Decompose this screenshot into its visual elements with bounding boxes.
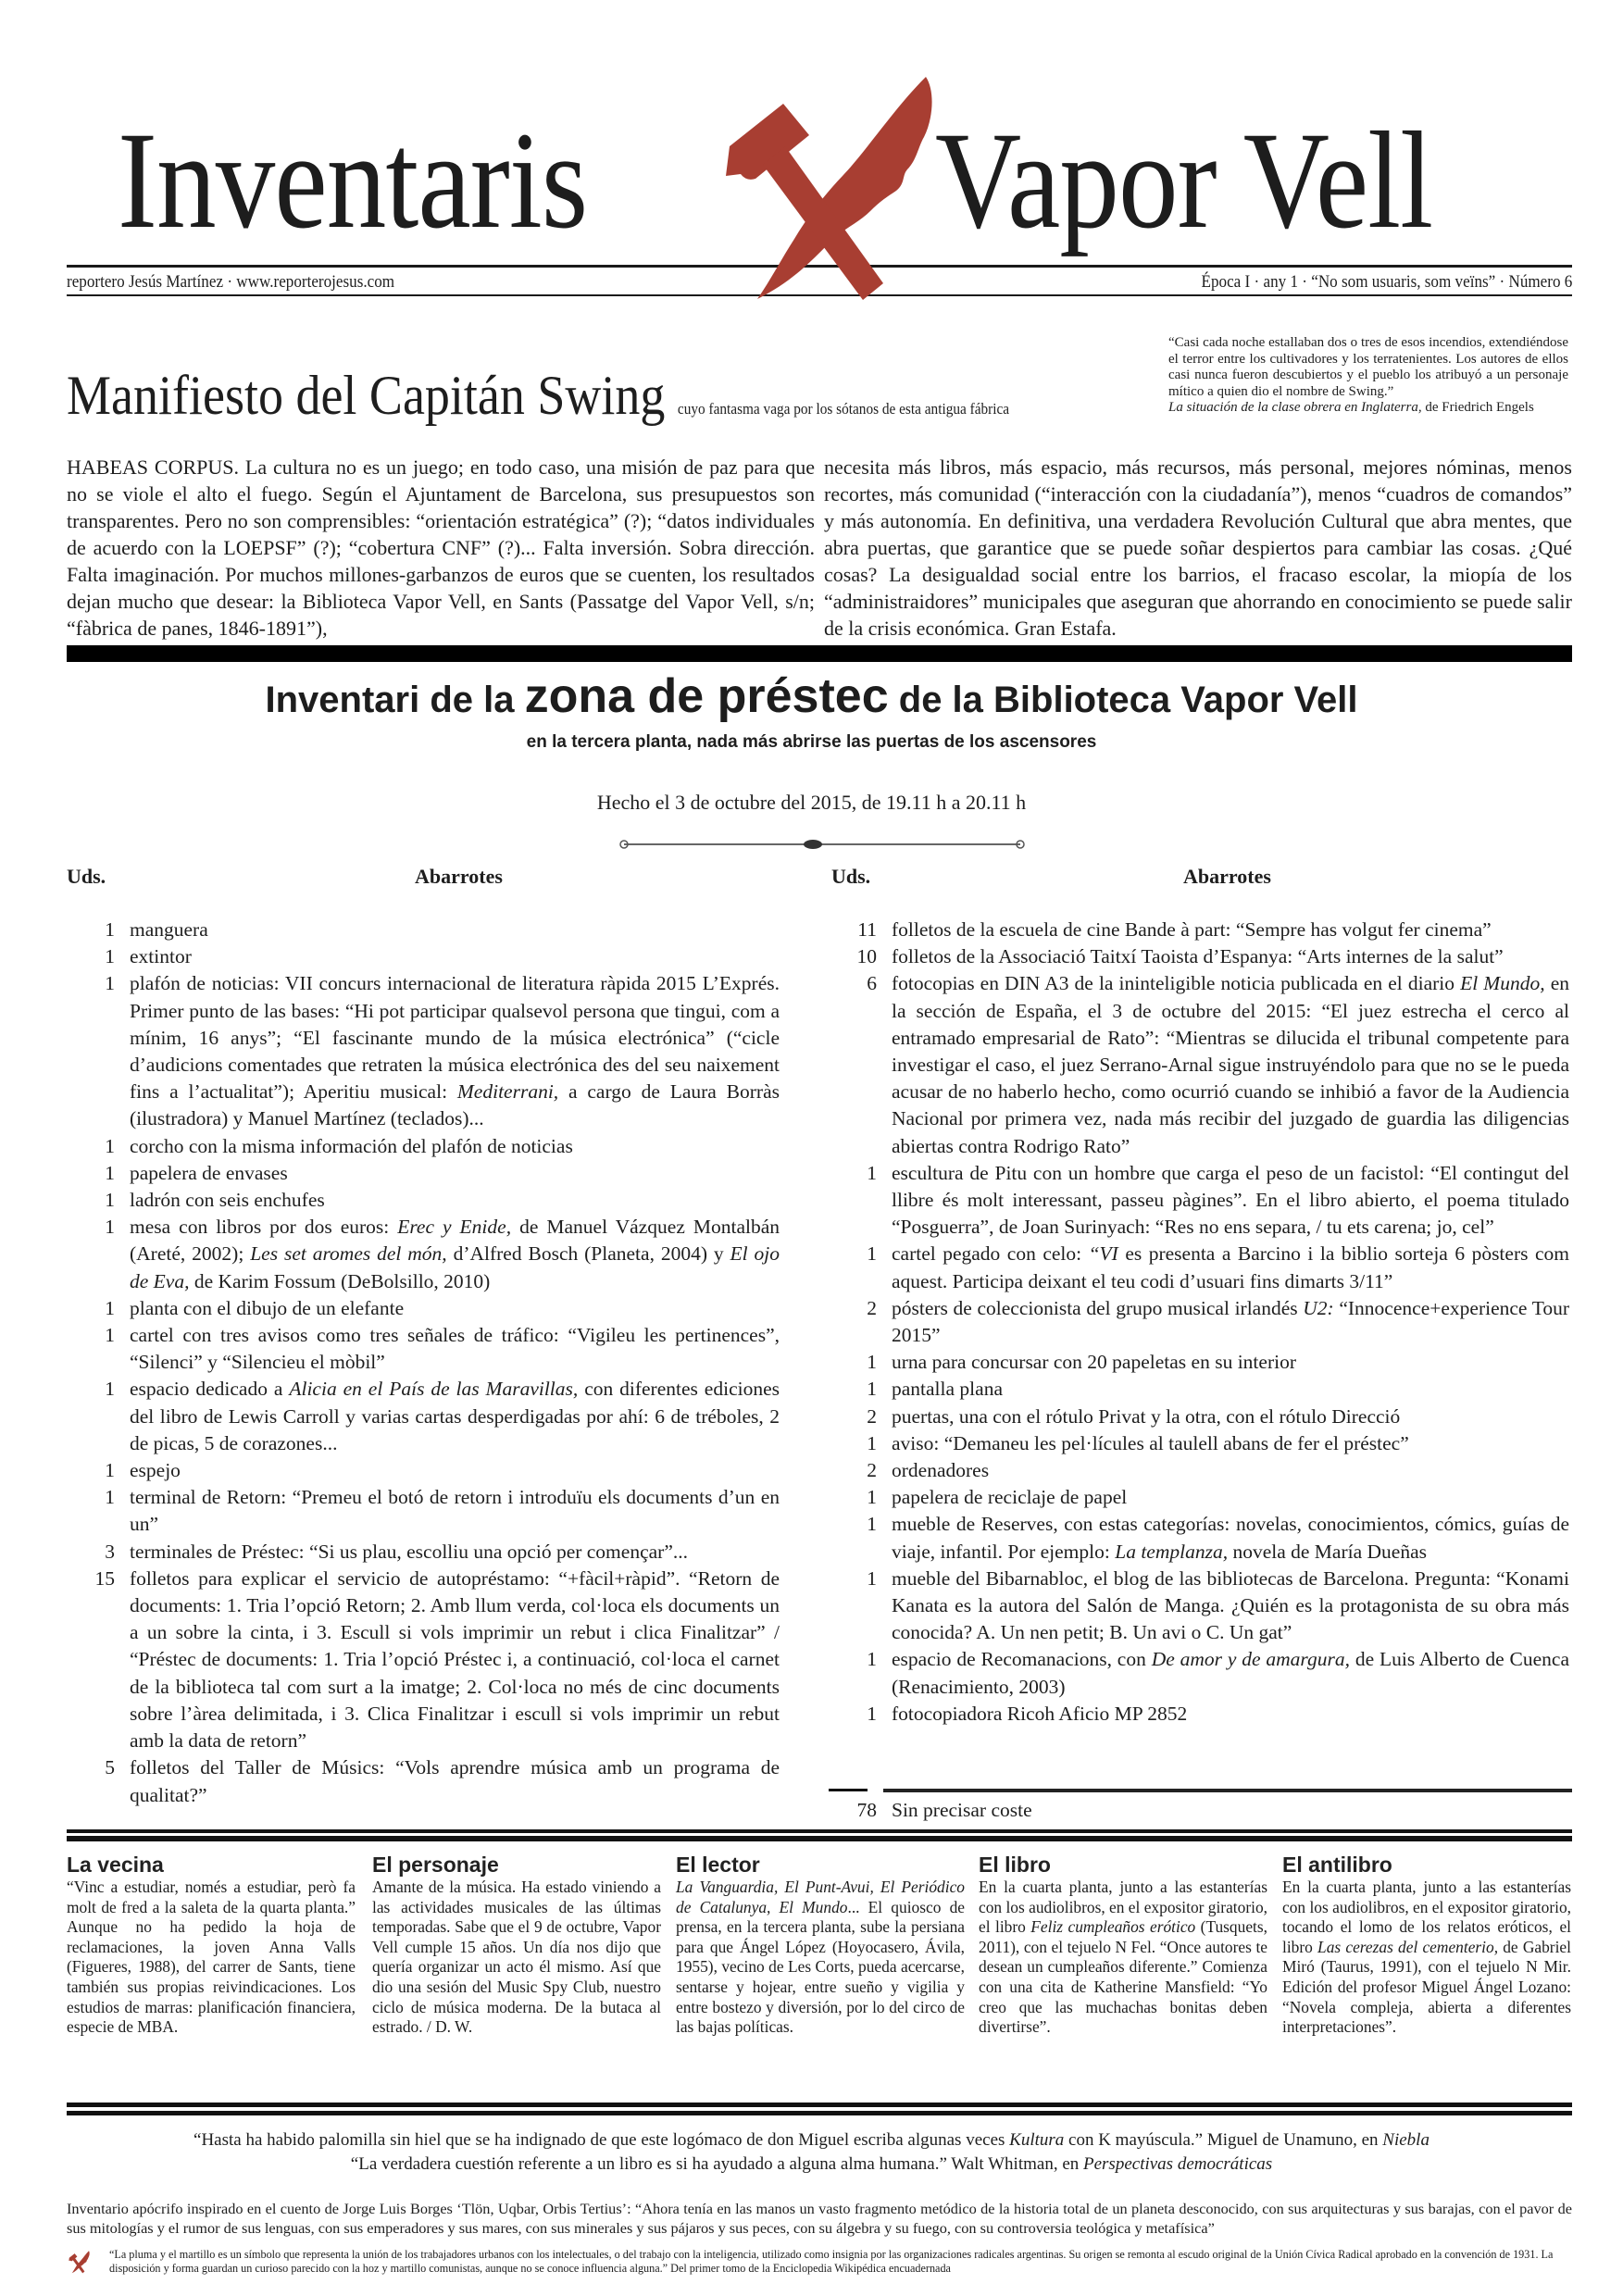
item-quantity: 6 — [867, 972, 877, 995]
inventory-row — [829, 1376, 1569, 1403]
section-la-vecina — [67, 1852, 356, 2038]
item-description: terminal de Retorn: “Premeu el botó de retorn i introduïu els documents d’un en un” — [130, 1486, 780, 1536]
masthead-issue-info: Época I · any 1 · “No som usuaris, som veïns” · Número 6 — [1201, 272, 1572, 292]
unamuno-quote: “Hasta ha habido palomilla sin hiel que se ha indignado de que este logómaco de don Miguel escriba algunas veces Kultura con K mayúscula.” Miguel de Unamuno, en Niebla — [194, 2130, 1429, 2150]
manifesto-column-1: HABEAS CORPUS. La cultura no es un juego; en todo caso, una misión de paz para que no se viole el alto el fuego. Según el Ajuntament de Barcelona, sus presupuestos son transparentes. Pero no son comprensibles: “orientación estratégica” (?); “datos individuales de acuerdo con la LOEPSF” (?); “cobertura CNF” (?)... Falta inversión. Sobra dirección. Falta imaginación. Por muchos millones-garbanzos de euros que se cuenten, los resultados dejan mucho que desear: la Biblioteca Vapor Vell, en Sants (Passatge del Vapor Vell, s/n; “fàbrica de panes, 1846-1891”), — [67, 455, 815, 640]
manifesto-title: Manifiesto del Capitán Swing — [67, 365, 666, 426]
inventory-row — [829, 1484, 1569, 1511]
inventory-row — [67, 1295, 780, 1322]
inventory-row — [67, 1187, 780, 1214]
double-rule-bottom — [67, 1836, 1572, 1841]
inventory-row — [829, 970, 1569, 1159]
item-description: espacio de Recomanacions, con De amor y de amargura, de Luis Alberto de Cuenca (Renacimiento, 2003) — [892, 1648, 1569, 1698]
item-quantity: 1 — [105, 1296, 115, 1319]
inventory-subtitle: en la tercera planta, nada más abrirse las puertas de los ascensores — [526, 732, 1097, 752]
section-title: El personaje — [372, 1853, 499, 1877]
inventory-row — [67, 1160, 780, 1187]
item-description: aviso: “Demaneu les pel·lícules al taulell abans de fer el préstec” — [892, 1431, 1409, 1454]
item-description: plafón de noticias: VII concurs internacional de literatura ràpida 2015 L’Exprés. Primer punto de las bases: “Hi pot participar qualsevol persona que tingui, com a mínim, 16 anys”; “El fascinante mundo de la música electrónica” (“cicle d’audicions comentades que retraten la música electrónica des del seu naixement fins a l’actualitat”); Aperitiu musical: Mediterrani, a cargo de Laura Borràs (ilustradora) y Manuel Martínez (teclados)... — [130, 972, 780, 1130]
inventory-row — [67, 943, 780, 970]
item-quantity: 1 — [105, 945, 115, 968]
section-el-personaje — [372, 1852, 661, 2038]
inventory-row — [67, 1754, 780, 1808]
section-el-libro — [979, 1852, 1267, 2038]
item-description: folletos de la Associació Taitxí Taoista d’Espanya: “Arts internes de la salut” — [892, 945, 1504, 968]
section-body: En la cuarta planta, junto a las estanterías con los audiolibros, en el expositor giratorio, el libro Feliz cumpleaños erótico (Tusquets, 2011), con el tejuelo N Fel. “Once autores te desean un cumpleaños diferente.” Comienza con una cita de Katherine Mansfield: “Yo creo que las muchachas bonitas deben divertirse”. — [979, 1878, 1268, 2037]
item-quantity: 1 — [867, 1378, 877, 1401]
item-description: pantalla plana — [892, 1378, 1003, 1401]
item-quantity: 1 — [867, 1513, 877, 1536]
section-body: “Vinc a estudiar, només a estudiar, però fa molt de fred a la saleta de la quarta planta.” Aunque no ha pedido la hoja de reclamaciones, la joven Anna Valls (Figueres, 1988), del carrer de Sants, tiene también sus propias reivindicaciones. Los estudios de marras: planificación financiera, especie de MBA. — [67, 1878, 356, 2037]
inventory-row — [67, 1566, 780, 1754]
item-quantity: 1 — [105, 918, 115, 941]
manifesto-heading — [67, 363, 1009, 442]
item-description: folletos para explicar el servicio de autopréstamo: “+fàcil+ràpid”. “Retorn de documents: 1. Tria l’opció Retorn; 2. Amb llum verda, col·loca els documents un a un sobre la cinta, i 3. Escull si vols imprimir un rebut i clica Finalitzar” / “Préstec de documents: 1. Tria l’opció Préstec i, a continuació, col·loca el carnet de la biblioteca tal com surt a la imatge; 2. Col·loca no més de cinc documents sobre l’àrea delimitada, i 3. Clica Finalitzar i escull si vols imprimir un rebut amb la data de retorn” — [130, 1566, 780, 1753]
item-description: fotocopias en DIN A3 de la ininteligible noticia publicada en el diario El Mundo, en la sección de España, el 3 de octubre del 2015: “El juez estrecha el cerco al entramado empresarial de Rato”: “Mientras se dilucida el tribunal competente para investigar el caso, el juez Serrano-Arnal sigue instruyéndolo para que no se le pueda acusar de no haberlo hecho, como ocurrió cuando se inhibió a favor de la Audiencia Nacional por primera vez, nada más recibir del juzgado de guardia las diligencias abiertas contra Rodrigo Rato” — [892, 972, 1569, 1157]
item-quantity: 1 — [867, 1566, 877, 1590]
footer-rule-bottom — [67, 2111, 1572, 2115]
item-quantity: 1 — [105, 1486, 115, 1509]
inventory-row — [67, 970, 780, 1132]
ornamental-divider-icon — [618, 833, 1026, 855]
total-rule-qty — [829, 1789, 868, 1791]
item-quantity: 1 — [105, 1189, 115, 1212]
footer-rule-top — [67, 2103, 1572, 2107]
masthead-title-left: Inventaris — [118, 104, 588, 257]
inventory-date: Hecho el 3 de octubre del 2015, de 19.11 h a 20.11 h — [596, 791, 1027, 814]
section-el-lector — [676, 1852, 965, 2038]
item-quantity: 3 — [105, 1540, 115, 1563]
section-el-antilibro — [1282, 1852, 1571, 2038]
inventory-title-part-3: de la Biblioteca Vapor Vell — [888, 680, 1358, 720]
item-description: mueble del Bibarnabloc, el blog de las bibliotecas de Barcelona. Pregunta: “Konami Kanata es la autora del Salón de Manga. ¿Quién es la protagonista de su obra más conocida? A. Un nen petit; B. Un avi o C. Un gat” — [892, 1566, 1569, 1644]
item-description: cartel con tres avisos como tres señales de tráfico: “Vigileu les pertinences”, “Silenci” y “Silencieu el mòbil” — [130, 1324, 780, 1374]
inventory-row — [67, 917, 780, 943]
item-description: planta con el dibujo de un elefante — [130, 1296, 405, 1319]
inventory-row — [829, 917, 1569, 943]
epigraph-source-author: de Friedrich Engels — [1421, 400, 1534, 415]
item-description: extintor — [130, 945, 192, 968]
inventory-row — [67, 1133, 780, 1160]
whitman-quote: “La verdadera cuestión referente a un libro es si ha ayudado a alguna alma humana.” Walt Whitman, en Perspectivas democráticas — [350, 2154, 1273, 2174]
inventory-row — [67, 1539, 780, 1566]
item-quantity: 15 — [94, 1566, 115, 1590]
section-body: La Vanguardia, El Punt-Avui, El Periódico de Catalunya, El Mundo... El quiosco de prensa, en la tercera planta, sube la persiana para que Ángel López (Hoyocasero, Ávila, 1955), vecino de Les Corts, pueda acercarse, sentarse y hojear, entre sueño y vigilia y entre bostezo y diversión, por lo del circo de las bajas políticas. — [676, 1878, 965, 2037]
epigraph-source-title: La situación de la clase obrera en Inglaterra, — [1168, 400, 1422, 415]
inventory-row — [829, 1349, 1569, 1376]
item-description: papelera de envases — [130, 1161, 288, 1184]
inventory-row — [67, 1484, 780, 1538]
total-rule-item — [883, 1789, 1572, 1792]
inventory-row — [829, 1646, 1569, 1700]
inventory-row — [67, 1457, 780, 1484]
item-quantity: 1 — [105, 1324, 115, 1347]
item-description: manguera — [130, 918, 208, 941]
masthead-byline: reportero Jesús Martínez · www.reporterojesus.com — [67, 272, 395, 292]
section-title: El libro — [979, 1853, 1051, 1877]
item-description: ladrón con seis enchufes — [130, 1189, 325, 1212]
inventory-list-right — [829, 917, 1569, 1728]
right-qty-header: Uds. — [831, 865, 871, 888]
section-title: El lector — [676, 1853, 760, 1877]
item-quantity: 1 — [105, 1161, 115, 1184]
inventory-row — [829, 1295, 1569, 1349]
right-item-header: Abarrotes — [1183, 865, 1271, 888]
borges-note: Inventario apócrifo inspirado en el cuento de Jorge Luis Borges ‘Tlön, Uqbar, Orbis Tertius’: “Ahora tenía en las manos un vasto fragmento metódico de la historia total de un planeta desconocido, con sus arquitecturas y sus barajas, con el pavor de sus mitologías y el rumor de sus lenguas, con sus emperadores y sus mares, con sus minerales y sus pájaros y sus peces, con su álgebra y su fuego, con su controversia teológica y metafísica” — [67, 2200, 1572, 2237]
inventory-row — [67, 1214, 780, 1295]
inventory-row — [829, 1404, 1569, 1430]
item-quantity: 2 — [867, 1459, 877, 1482]
item-description: espacio dedicado a Alicia en el País de las Maravillas, con diferentes ediciones del libro de Lewis Carroll y varias cartas desperdigadas por ahí: 6 de tréboles, 2 de picas, 5 de corazones... — [130, 1378, 780, 1454]
inventory-title — [0, 668, 1623, 728]
masthead-title-right: Vapor Vell — [935, 104, 1433, 257]
item-description: urna para concursar con 20 papeletas en su interior — [892, 1351, 1296, 1374]
item-description: puertas, una con el rótulo Privat y la otra, con el rótulo Direcció — [892, 1404, 1401, 1428]
inventory-row — [829, 1241, 1569, 1294]
double-rule-top — [67, 1829, 1572, 1833]
inventory-total — [829, 1796, 1032, 1824]
symbol-footnote: “La pluma y el martillo es un símbolo que representa la unión de los trabajadores urbanos con los intelectuales, o del trabajo con la inteligencia, utilizado como insignia por las organizaciones radicales argentinas. Su origen se remonta al escudo original de la Unión Cívica Radical aprobado en la convención de 1931. La disposición y forma guardan un curioso parecido con la hoz y martillo comunistas, aunque no se conoce influencia alguna.” Del primer tomo de la Enciclopedia Wikipédica encuadernada — [109, 2248, 1554, 2275]
item-description: corcho con la misma información del plafón de noticias — [130, 1134, 573, 1157]
item-description: folletos de la escuela de cine Bande à part: “Sempre has volgut fer cinema” — [892, 918, 1492, 941]
item-quantity: 2 — [867, 1404, 877, 1428]
inventory-row — [829, 1430, 1569, 1457]
total-quantity: 78 — [856, 1799, 877, 1821]
item-description: folletos del Taller de Músics: “Vols aprendre música amb un programa de qualitat?” — [130, 1756, 780, 1806]
section-title: La vecina — [67, 1853, 164, 1877]
left-item-header: Abarrotes — [415, 865, 503, 888]
inventory-title-part-1: Inventari de la — [265, 680, 525, 720]
item-quantity: 10 — [856, 945, 877, 968]
item-quantity: 1 — [105, 1216, 115, 1239]
item-description: ordenadores — [892, 1459, 990, 1482]
pen-and-hammer-small-icon — [67, 2248, 94, 2277]
inventory-row — [829, 1160, 1569, 1242]
engels-epigraph — [1168, 335, 1568, 417]
item-quantity: 5 — [105, 1756, 115, 1779]
epigraph-source — [1168, 400, 1568, 417]
item-quantity: 1 — [867, 1486, 877, 1509]
inventory-list-left — [67, 917, 780, 1809]
inventory-row — [67, 1376, 780, 1457]
inventory-title-emphasis: zona de préstec — [524, 669, 889, 723]
section-divider-bar — [67, 645, 1572, 662]
item-quantity: 1 — [867, 1431, 877, 1454]
item-quantity: 1 — [105, 1459, 115, 1482]
item-quantity: 1 — [105, 1134, 115, 1157]
section-body: En la cuarta planta, junto a las estanterías con los audiolibros, en el expositor giratorio, tocando el lomo de los relatos eróticos, el libro Las cerezas del cementerio, de Gabriel Miró (Taurus, 1991), con el tejuelo N Mir. Edición del profesor Miguel Ángel Lozano: “Novela compleja, abierta a diferentes interpretaciones”. — [1282, 1878, 1572, 2037]
left-qty-header: Uds. — [67, 865, 106, 888]
inventory-row — [829, 1511, 1569, 1565]
section-title: El antilibro — [1282, 1853, 1392, 1877]
inventory-row — [829, 1701, 1569, 1728]
item-description: papelera de reciclaje de papel — [892, 1486, 1128, 1509]
item-quantity: 1 — [867, 1242, 877, 1266]
manifesto-subtitle: cuyo fantasma vaga por los sótanos de esta antigua fábrica — [677, 400, 1010, 418]
item-description: terminales de Préstec: “Si us plau, escolliu una opció per començar”... — [130, 1540, 688, 1563]
item-quantity: 11 — [857, 918, 877, 941]
section-body: Amante de la música. Ha estado viniendo a las actividades musicales de las últimas temporadas. Sabe que el 9 de octubre, Vapor Vell cumple 15 años. Un día nos dijo que quería organizar un acto él mismo. Así que dio una sesión del Music Spy Club, nuestro ciclo de música moderna. De la butaca al estrado. / D. W. — [372, 1878, 661, 2037]
epigraph-text: “Casi cada noche estallaban dos o tres de esos incendios, extendiéndose el terror entre los cultivadores y los terratenientes. Los autores de ellos casi nunca fueron descubiertos y el pueblo los atribuyó a un personaje mítico a quien dio el nombre de Swing.” — [1168, 335, 1568, 399]
inventory-row — [829, 943, 1569, 970]
item-quantity: 1 — [867, 1351, 877, 1374]
total-label: Sin precisar coste — [892, 1799, 1032, 1821]
item-description: escultura de Pitu con un hombre que carga el peso de un facistol: “El contingut del llibre és molt interessant, passeu pàgines”. En el libro abierto, el poema titulado “Posguerra”, de Joan Surinyach: “Res no ens separa, / tu ets carena; jo, cel” — [892, 1161, 1569, 1239]
item-quantity: 1 — [867, 1161, 877, 1184]
item-quantity: 1 — [105, 972, 115, 995]
pen-and-hammer-logo-icon — [704, 72, 981, 318]
item-quantity: 1 — [867, 1648, 877, 1671]
inventory-row — [67, 1322, 780, 1376]
inventory-row — [829, 1457, 1569, 1484]
item-quantity: 1 — [867, 1702, 877, 1725]
item-description: cartel pegado con celo: “VI es presenta a Barcino i la biblio sorteja 6 pòsters com aquest. Participa deixant el teu codi d’usuari fins dimarts 3/11” — [892, 1242, 1569, 1292]
item-description: fotocopiadora Ricoh Aficio MP 2852 — [892, 1702, 1188, 1725]
inventory-row — [829, 1566, 1569, 1647]
item-quantity: 1 — [105, 1378, 115, 1401]
item-description: mesa con libros por dos euros: Erec y Enide, de Manuel Vázquez Montalbán (Areté, 2002); Les set aromes del món, d’Alfred Bosch (Planeta, 2004) y El ojo de Eva, de Karim Fossum (DeBolsillo, 2010) — [130, 1216, 780, 1292]
item-description: mueble de Reserves, con estas categorías: novelas, conocimientos, cómics, guías de viaje, infantil. Por ejemplo: La templanza, novela de María Dueñas — [892, 1513, 1569, 1563]
item-description: pósters de coleccionista del grupo musical irlandés U2: “Innocence+experience Tour 2015” — [892, 1296, 1569, 1347]
item-quantity: 2 — [867, 1296, 877, 1319]
item-description: espejo — [130, 1459, 181, 1482]
manifesto-column-2: necesita más libros, más espacio, más recursos, más personal, mejores nóminas, menos recortes, más comunidad (“interacción con la ciudadanía”), menos “cuadros de comandos” y más autonomía. En definitiva, una verdadera Revolución Cultural que abra mentes, que abra puertas, que garantice que se puede soñar despiertos para cambiar las cosas. ¿Qué cosas? La desigualdad social entre los barrios, el fracaso escolar, la miopía de los “administraidores” municipales que aseguran que ahorrando en conocimiento se puede salir de la crisis económica. Gran Estafa. — [824, 455, 1572, 640]
